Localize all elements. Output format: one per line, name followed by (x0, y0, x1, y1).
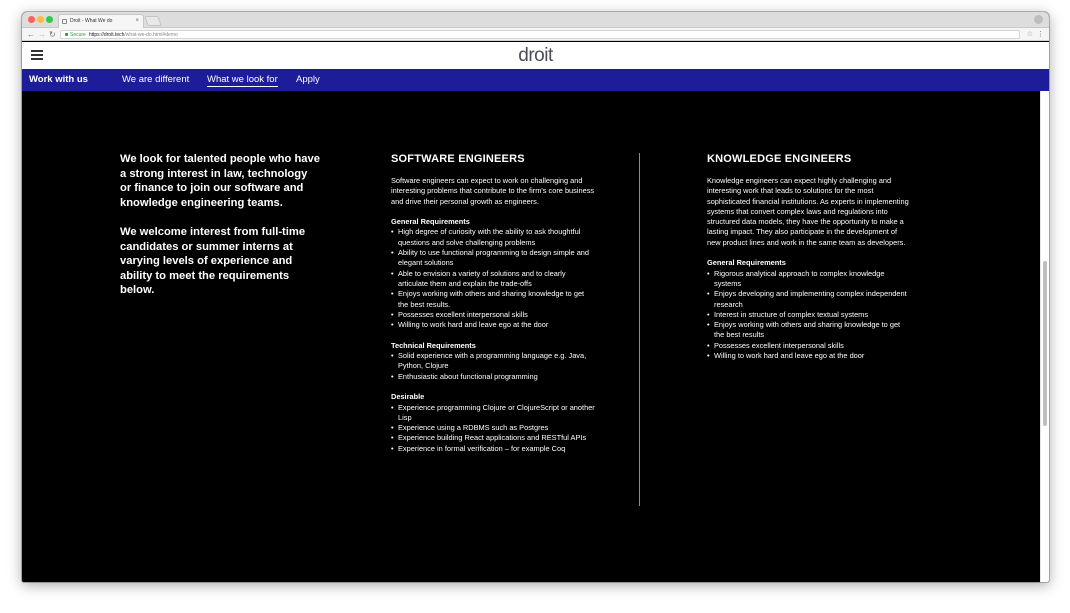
tab-bar (22, 12, 1049, 28)
url-host: https://droit.tech (88, 32, 125, 38)
list-item: • Experience in formal verification – for example Coq (391, 444, 596, 454)
reload-icon[interactable]: ↻ (49, 30, 56, 39)
list-item: • Rigorous analytical approach to complex knowledge systems (707, 269, 912, 290)
list-item: • Ability to use functional programming to design simple and elegant solutions (391, 248, 596, 269)
list-item: • High degree of curiosity with the ability to ask thoughtful questions and solve challenging problems (391, 227, 596, 248)
address-bar (22, 28, 1049, 41)
user-profile-icon[interactable] (1034, 15, 1043, 24)
list-item: • Enjoys developing and implementing complex independent research (707, 289, 912, 310)
list-item: • Experience using a RDBMS such as Postgres (391, 423, 596, 433)
list-item: • Solid experience with a programming language e.g. Java, Python, Clojure (391, 351, 596, 372)
column-divider (639, 153, 640, 506)
site-logo[interactable]: droit (518, 45, 553, 66)
list-item: • Experience building React applications and RESTful APIs (391, 433, 596, 443)
list-item: • Able to envision a variety of solutions and to clearly articulate them and explain the trade-offs (391, 269, 596, 290)
secure-label: Secure (70, 32, 86, 38)
software-general-list (391, 227, 596, 330)
software-technical-list (391, 351, 596, 382)
knowledge-engineers-column (707, 152, 912, 372)
nav-we-are-different[interactable]: We are different (122, 74, 190, 85)
section-nav (22, 69, 1049, 91)
tab-close-icon[interactable]: × (135, 18, 139, 24)
forward-arrow-icon[interactable]: → (38, 30, 46, 39)
software-lead: Software engineers can expect to work on challenging and interesting problems that contribute to the firm's core business and drive their personal growth as engineers. (391, 176, 595, 206)
list-item: • Enthusiastic about functional programming (391, 372, 596, 382)
maximize-window-icon[interactable] (46, 16, 53, 23)
software-general-title: General Requirements (391, 217, 470, 227)
site-header (22, 42, 1049, 69)
list-item: • Possesses excellent interpersonal skills (391, 310, 596, 320)
intro-paragraph-1: We look for talented people who have a strong interest in law, technology or finance to join our software and knowledge engineering teams. (120, 153, 320, 209)
browser-window (22, 12, 1049, 582)
new-tab-button[interactable] (144, 16, 162, 26)
close-window-icon[interactable] (28, 16, 35, 23)
software-technical-title: Technical Requirements (391, 340, 476, 350)
knowledge-general-list (707, 269, 912, 362)
browser-tab[interactable] (58, 14, 144, 28)
list-item: • Experience programming Clojure or ClojureScript or another Lisp (391, 403, 596, 424)
software-desirable-title: Desirable (391, 392, 425, 402)
list-item: • Possesses excellent interpersonal skills (707, 341, 912, 351)
url-input[interactable] (60, 30, 1020, 39)
main-content (22, 91, 1040, 582)
scrollbar-thumb[interactable] (1043, 261, 1047, 426)
list-item: • Willing to work hard and leave ego at the door (707, 351, 912, 361)
browser-menu-icon[interactable]: ⋮ (1037, 31, 1044, 38)
software-desirable-list (391, 403, 596, 454)
url-path: /what-we-do.html#demo (124, 32, 178, 38)
list-item: • Enjoys working with others and sharing knowledge to get the best results. (391, 289, 596, 310)
intro-text (120, 152, 320, 313)
list-item: • Willing to work hard and leave ego at the door (391, 320, 596, 330)
knowledge-general-title: General Requirements (707, 258, 786, 268)
knowledge-engineers-heading: KNOWLEDGE ENGINEERS (707, 153, 852, 165)
list-item: • Interest in structure of complex textual systems (707, 310, 912, 320)
favicon-icon (62, 19, 67, 24)
minimize-window-icon[interactable] (37, 16, 44, 23)
bookmark-star-icon[interactable]: ☆ (1026, 31, 1033, 38)
nav-apply[interactable]: Apply (296, 74, 320, 85)
list-item: • Enjoys working with others and sharing knowledge to get the best results (707, 320, 912, 341)
software-engineers-heading: SOFTWARE ENGINEERS (391, 153, 525, 165)
knowledge-lead: Knowledge engineers can expect highly challenging and interesting work that leads to solutions for the most sophisticated financial institutions. As experts in implementing systems that convert complex laws and regulations into structured data models, they have the opportunity to make a lasting impact. They also participate in the development of new product lines and work in the same team as developers. (707, 176, 909, 247)
intro-paragraph-2: We welcome interest from full-time candidates or summer interns at varying levels of experience and ability to meet the requirements below. (120, 225, 306, 297)
lock-icon (65, 33, 68, 36)
page-scrollbar[interactable] (1040, 91, 1049, 582)
tab-title: Droit - What We do (70, 18, 113, 24)
nav-what-we-look-for[interactable] (207, 69, 278, 91)
software-engineers-column (391, 152, 596, 464)
back-arrow-icon[interactable]: ← (27, 30, 35, 39)
nav-what-we-look-for-label: What we look for (207, 74, 278, 85)
nav-work-with-us[interactable]: Work with us (29, 74, 88, 85)
